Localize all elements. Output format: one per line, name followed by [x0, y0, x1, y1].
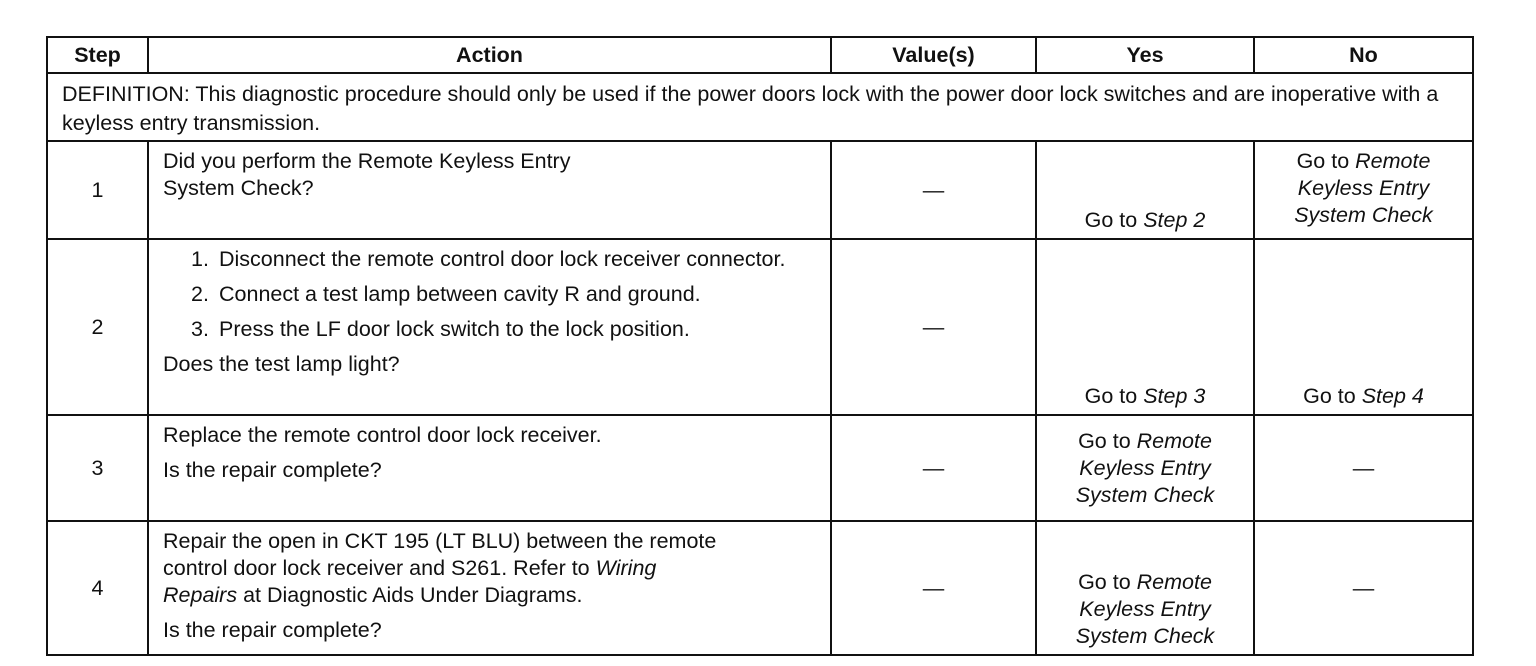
no-step-link[interactable]: Step 4	[1361, 384, 1424, 408]
no-cell	[1254, 239, 1473, 415]
header-row	[47, 37, 1473, 73]
substep-text: Press the LF door lock switch to the lock position.	[219, 317, 690, 341]
yes-step-link[interactable]: Step 2	[1143, 208, 1206, 232]
yes-cell	[1036, 415, 1254, 521]
action-line: Replace the remote control door lock receiver.	[163, 423, 602, 447]
table-row	[47, 141, 1473, 239]
yes-cell	[1036, 141, 1254, 239]
action-line: Did you perform the Remote Keyless Entry	[163, 149, 571, 173]
value-cell: —	[831, 521, 1036, 655]
definition-text: DEFINITION: This diagnostic procedure should only be used if the power doors lock with the power door lock switches and are inoperative with a keyless entry transmission.	[47, 73, 1473, 141]
no-link-part[interactable]: Remote	[1355, 149, 1431, 173]
substep-number: 3.	[191, 317, 209, 341]
substep	[191, 281, 822, 308]
yes-cell	[1036, 521, 1254, 655]
no-cell: —	[1254, 521, 1473, 655]
yes-link-part[interactable]: Remote	[1136, 570, 1212, 594]
table-row	[47, 415, 1473, 521]
substep	[191, 246, 822, 273]
value-cell: —	[831, 141, 1036, 239]
action-line: System Check?	[163, 176, 314, 200]
no-link-part[interactable]: Keyless Entry	[1297, 176, 1430, 200]
yes-link-part[interactable]: System Check	[1075, 482, 1215, 507]
yes-prefix: Go to	[1084, 208, 1144, 232]
action-line: at Diagnostic Aids Under Diagrams.	[237, 583, 583, 607]
table-row	[47, 521, 1473, 655]
yes-link-part[interactable]: Keyless Entry	[1079, 455, 1211, 480]
yes-step-link[interactable]: Step 3	[1143, 384, 1206, 408]
no-cell	[1254, 141, 1473, 239]
action-cell	[148, 415, 831, 521]
step-number: 1	[47, 141, 148, 239]
step-number: 2	[47, 239, 148, 415]
yes-link-part[interactable]: System Check	[1075, 624, 1215, 648]
action-cell	[148, 239, 831, 415]
header-action: Action	[148, 37, 831, 73]
header-step: Step	[47, 37, 148, 73]
action-line: control door lock receiver and S261. Refer to	[163, 556, 596, 580]
yes-prefix: Go to	[1084, 384, 1144, 408]
substep-list	[163, 246, 822, 343]
table-row	[47, 239, 1473, 415]
substep	[191, 316, 822, 343]
header-no: No	[1254, 37, 1473, 73]
diagnostic-table	[46, 36, 1474, 656]
action-question: Is the repair complete?	[163, 458, 382, 482]
action-question: Is the repair complete?	[163, 618, 382, 642]
no-prefix: Go to	[1303, 384, 1362, 408]
substep-number: 2.	[191, 282, 209, 306]
action-line: Repair the open in CKT 195 (LT BLU) between the remote	[163, 529, 717, 553]
no-prefix: Go to	[1296, 149, 1356, 173]
wiring-link[interactable]: Wiring	[595, 556, 657, 580]
substep-number: 1.	[191, 247, 209, 271]
header-values: Value(s)	[831, 37, 1036, 73]
action-cell	[148, 521, 831, 655]
repairs-link[interactable]: Repairs	[163, 583, 238, 607]
yes-cell	[1036, 239, 1254, 415]
no-link-part[interactable]: System Check	[1294, 203, 1433, 227]
substep-text: Connect a test lamp between cavity R and ground.	[219, 282, 701, 306]
value-cell: —	[831, 415, 1036, 521]
definition-row	[47, 73, 1473, 141]
header-yes: Yes	[1036, 37, 1254, 73]
value-cell: —	[831, 239, 1036, 415]
yes-prefix: Go to	[1078, 570, 1137, 594]
substep-text: Disconnect the remote control door lock receiver connector.	[219, 247, 786, 271]
yes-link-part[interactable]: Keyless Entry	[1079, 597, 1211, 621]
yes-prefix: Go to	[1078, 428, 1137, 453]
step-number: 3	[47, 415, 148, 521]
action-cell	[148, 141, 831, 239]
no-cell: —	[1254, 415, 1473, 521]
step-number: 4	[47, 521, 148, 655]
yes-link-part[interactable]: Remote	[1136, 428, 1212, 453]
action-question: Does the test lamp light?	[163, 352, 400, 376]
